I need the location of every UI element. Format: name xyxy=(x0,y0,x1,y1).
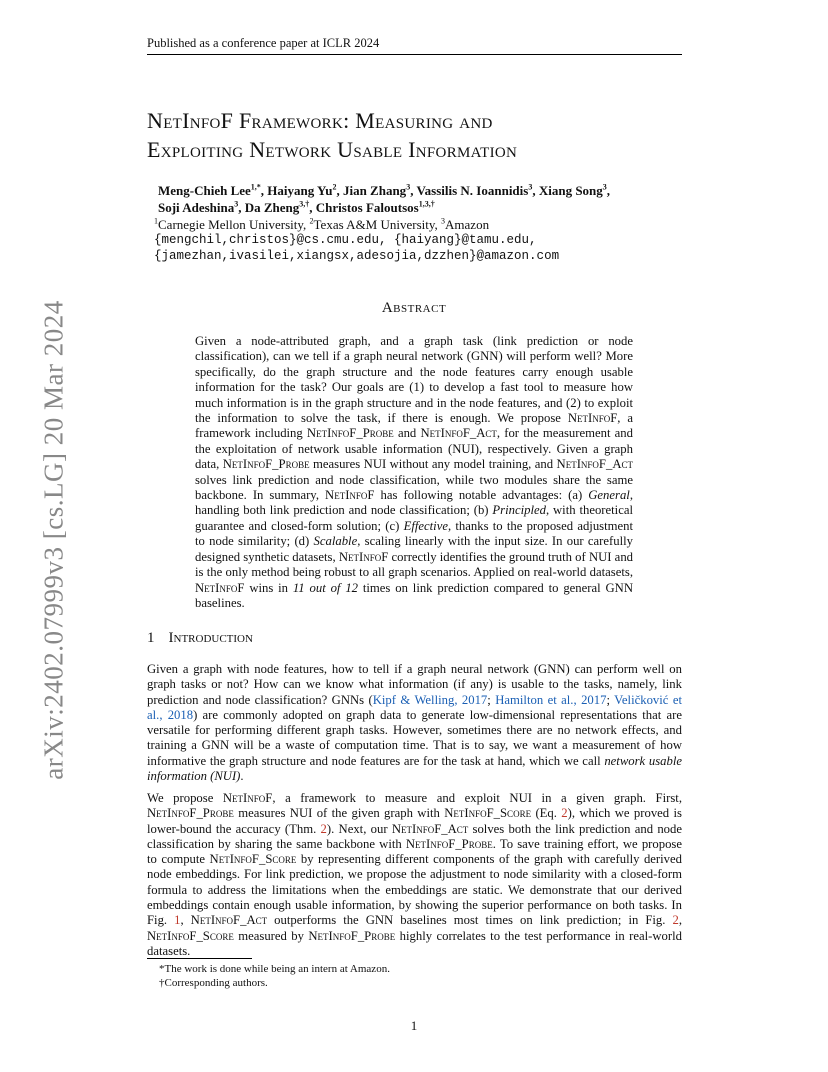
arxiv-sidebar xyxy=(34,300,74,780)
affiliations: $^1$Carnegie Mellon University, $^2$Texas A&M University, $^3$Amazon xyxy=(154,216,490,232)
section-number: 1 xyxy=(147,630,155,646)
citation-link[interactable]: Veličković et al., 2018 xyxy=(147,692,683,722)
page-number: 1 xyxy=(410,1018,418,1033)
intro-paragraph-2: We propose NetInfoF, a framework to measure and exploit NUI in a given graph. First, NetInfoF_Probe measures NUI of the given graph with NetInfoF_Score (Eq. 2), which we proved is lower-bound the accuracy (Thm. 2). Next, our NetInfoF_Act solves both the link prediction and node classification by sharing the same backbone with NetInfoF_Probe. To save training effort, we propose to compute NetInfoF_Score by representing different components of the graph with carefully derived node embeddings. For link prediction, we propose the adjustment to node similarity with a closed-form formula to address the limitations when the embeddings are static. We demonstrate that our derived embeddings contain enough usable information, by showing the superior performance on both tasks. In Fig. 1, NetInfoF_Act outperforms the GNN baselines most times on link prediction; in Fig. 2, NetInfoF_Score measured by NetInfoF_Probe highly correlates to the test performance in real-world datasets. xyxy=(147,791,682,958)
title-line-1: NetInfoF Framework: Measuring and xyxy=(147,108,493,133)
author-emails xyxy=(154,232,559,264)
citation-link[interactable]: Hamilton et al., 2017 xyxy=(495,692,607,707)
figure-link[interactable]: 1 xyxy=(174,913,181,928)
footnote-1: *The work is done while being an intern at Amazon. xyxy=(159,963,390,975)
email-line-2[interactable]: {jamezhan,ivasilei,xiangsx,adesojia,dzzhen}@amazon.com xyxy=(154,249,560,263)
equation-link[interactable]: 2 xyxy=(561,806,568,821)
paper-title xyxy=(147,106,707,164)
section-title: Introduction xyxy=(168,630,253,646)
title-line-2: Exploiting Network Usable Information xyxy=(147,137,518,162)
arxiv-identifier: arXiv:2402.07999v3 [cs.LG] 20 Mar 2024 xyxy=(38,300,69,780)
footnote-2: †Corresponding authors. xyxy=(159,977,268,989)
running-header: Published as a conference paper at ICLR 2024 xyxy=(147,36,380,50)
header-rule xyxy=(147,54,682,55)
email-line-1[interactable]: {mengchil,christos}@cs.cmu.edu, {haiyang}@tamu.edu, xyxy=(154,233,537,247)
citation-link[interactable]: Kipf & Welling, 2017 xyxy=(372,692,488,707)
theorem-link[interactable]: 2 xyxy=(320,821,327,836)
author-list: Meng-Chieh Lee$^{1,*}$, Haiyang Yu$^2$, Jian Zhang$^3$, Vassilis N. Ioannidis$^3$, Xiang Song$^3$, Soji Adeshina$^3$, Da Zheng$^{3,\dagger}$, Christos Faloutsos$^{1,3,\dagger}$ xyxy=(158,182,611,215)
intro-paragraph-1: Given a graph with node features, how to tell if a graph neural network (GNN) can perform well on graph tasks or not? How can we know what information (if any) is usable to the tasks, namely, link prediction and node classification? GNNs (Kipf & Welling, 2017; Hamilton et al., 2017; Veličković et al., 2018) are commonly adopted on graph data to generate low-dimensional representations that are versatile for performing different graph tasks. However, sometimes there are no network effects, and training a GNN will be a waste of computation time. That is to say, we want a measurement of how informative the graph structure and node features are for the task at hand, which we call network usable information (NUI). xyxy=(147,662,683,784)
abstract-body: Given a node-attributed graph, and a graph task (link prediction or node classification), can we tell if a graph neural network (GNN) will perform well? More specifically, do the graph structure and the node features carry enough usable information for the task? Our goals are (1) to develop a fast tool to measure how much information is in the graph structure and in the node features, and (2) to exploit the information to solve the task, if there is enough. We propose NetInfoF, a framework including NetInfoF_Probe and NetInfoF_Act, for the measurement and the exploitation of network usable information (NUI), respectively. Given a graph data, NetInfoF_Probe measures NUI without any model training, and NetInfoF_Act solves link prediction and node classification, while two modules share the same backbone. In summary, NetInfoF has following notable advantages: (a) General, handling both link prediction and node classification; (b) Principled, with theoretical guarantee and closed-form solution; (c) Effective, thanks to the proposed adjustment to node similarity; (d) Scalable, scaling linearly with the input size. In our carefully designed synthetic datasets, NetInfoF correctly identifies the ground truth of NUI and is the only method being robust to all graph scenarios. Applied on real-world datasets, NetInfoF wins in 11 out of 12 times on link prediction compared to general GNN baselines. xyxy=(195,334,634,610)
section-heading-introduction xyxy=(147,630,253,647)
abstract-heading: Abstract xyxy=(381,300,447,316)
figure-link[interactable]: 2 xyxy=(672,913,679,928)
footnote-rule xyxy=(147,958,252,959)
